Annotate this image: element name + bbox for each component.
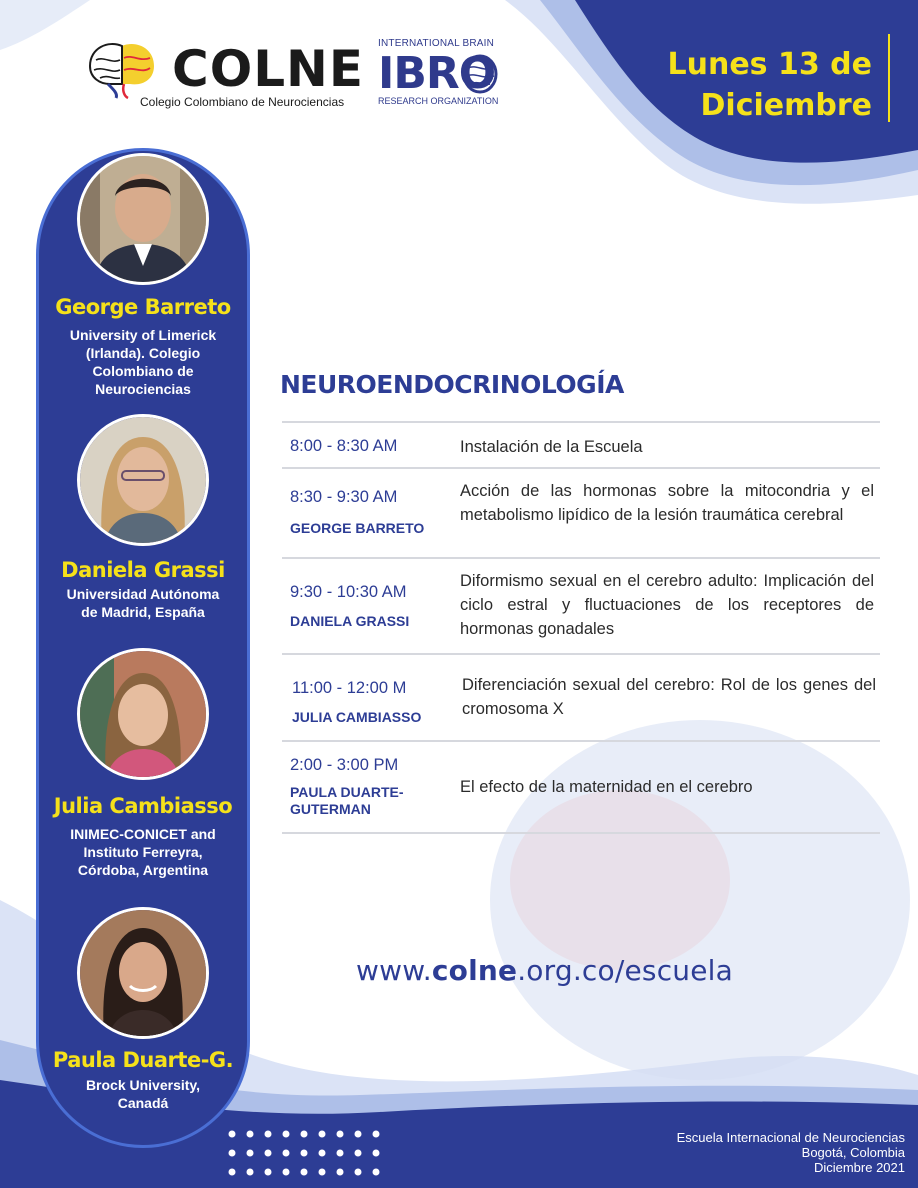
dots-pattern-icon <box>226 1128 391 1180</box>
session-description: Instalación de la Escuela <box>460 438 643 456</box>
session-time: 2:00 - 3:00 PM <box>290 756 399 774</box>
program-title: NEUROENDOCRINOLOGÍA <box>280 370 624 399</box>
schedule-row <box>282 469 880 557</box>
session-speaker: GEORGE BARRETO <box>290 520 425 536</box>
speaker-affiliation: University of Limerick (Irlanda). Colegio Colombiano de Neurociencias <box>69 327 217 397</box>
session-time: 11:00 - 12:00 M <box>292 679 407 697</box>
date-line-1: Lunes 13 de <box>667 47 872 82</box>
website-prefix: www. <box>356 954 432 987</box>
speaker-name: George Barreto <box>55 295 231 319</box>
website-link[interactable] <box>356 954 733 987</box>
speaker-affiliation: INIMEC-CONICET and Instituto Ferreyra, Córdoba, Argentina <box>70 826 216 878</box>
colne-subtitle: Colegio Colombiano de Neurociencias <box>140 95 345 109</box>
session-description: Diferenciación sexual del cerebro: Rol de los genes del cromosoma X <box>462 676 876 718</box>
event-date <box>650 44 872 126</box>
speaker-affiliation: Universidad Autónoma de Madrid, España <box>66 586 220 620</box>
footer-text: Escuela Internacional de Neurociencias Bogotá, Colombia Diciembre 2021 <box>676 1130 905 1175</box>
ibro-globe-icon <box>462 54 498 94</box>
table-divider <box>282 832 880 834</box>
speaker-affiliation: Brock University, Canadá <box>85 1077 201 1111</box>
session-description: Diformismo sexual en el cerebro adulto: Implicación del ciclo estral y fluctuaciones de los receptores de hormonas gonadales <box>460 572 874 638</box>
speaker-name: Daniela Grassi <box>61 558 225 582</box>
session-speaker: JULIA CAMBIASSO <box>292 709 422 725</box>
schedule-row <box>282 559 880 653</box>
speaker-name: Paula Duarte-G. <box>52 1048 234 1072</box>
website-suffix: .org.co/escuela <box>517 954 734 987</box>
speaker-photo-julia-cambiasso <box>77 648 209 780</box>
ibro-bottom-text: RESEARCH ORGANIZATION <box>378 96 499 106</box>
session-description: Acción de las hormonas sobre la mitocondria y el metabolismo lipídico de la lesión traumática cerebral <box>460 482 874 524</box>
session-speaker: PAULA DUARTE- GUTERMAN <box>290 784 404 817</box>
colne-logo-text: COLNE <box>172 40 365 98</box>
session-time: 8:30 - 9:30 AM <box>290 488 398 506</box>
schedule-row <box>282 423 880 467</box>
ibro-logo-text: IBRO <box>378 48 496 99</box>
session-description: El efecto de la maternidad en el cerebro <box>460 778 753 796</box>
speaker-photo-daniela-grassi <box>77 414 209 546</box>
schedule-row <box>282 655 880 740</box>
ibro-top-text: INTERNATIONAL BRAIN <box>378 38 495 49</box>
colne-brain-logo-icon <box>84 38 160 100</box>
date-line-2: Diciembre <box>700 88 872 123</box>
speaker-photo-paula-duarte <box>77 907 209 1039</box>
session-speaker: DANIELA GRASSI <box>290 613 410 629</box>
speaker-name: Julia Cambiasso <box>53 794 233 818</box>
website-domain: colne <box>431 954 518 987</box>
session-time: 8:00 - 8:30 AM <box>290 437 398 455</box>
session-time: 9:30 - 10:30 AM <box>290 583 407 601</box>
date-divider <box>888 34 890 122</box>
schedule-row <box>282 742 880 832</box>
speaker-photo-george-barreto <box>77 153 209 285</box>
